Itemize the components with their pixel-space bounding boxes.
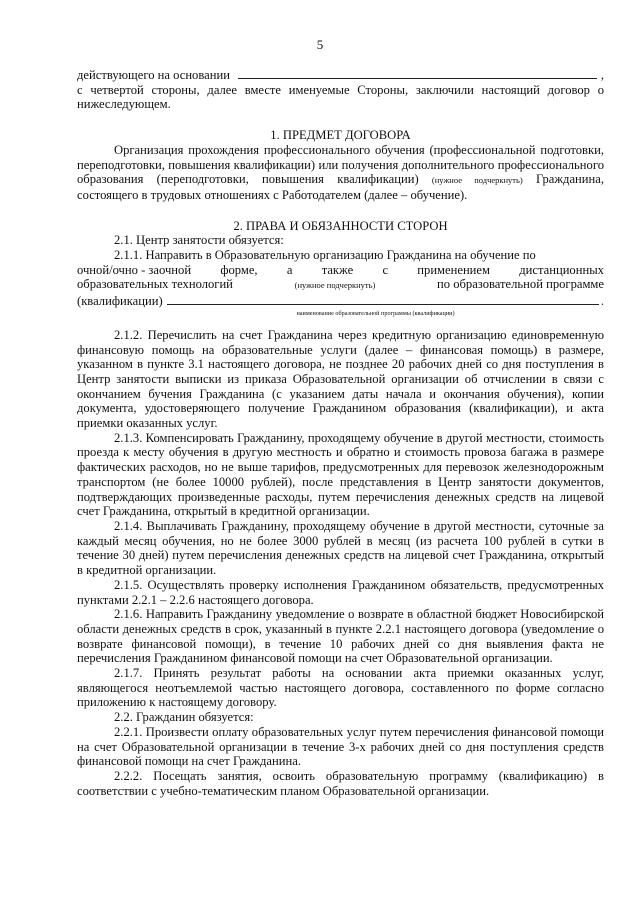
- clause-2-1-5: 2.1.5. Осуществлять проверку исполнения Гражданином обязательств, предусмотренных пунктами 2.2.1 – 2.2.6 настоящего договора.: [77, 577, 604, 607]
- clause-2-1-4: 2.1.4. Выплачивать Гражданину, проходящему обучение в другой местности, суточные за каждый месяц обучения, но не более 3000 рублей в месяц (из расчета 100 рублей в сутки в течение 30 дней) путем перечисления денежных средств на лицевой счет Гражданина, открытый в кредитной организации.: [77, 518, 604, 578]
- clause-2-1-7: 2.1.7. Принять результат работы на основании акта приемки оказанных услуг, являющегося неотъемлемой частью настоящего договора, составленного по форме согласно приложению к настоящему договору.: [77, 666, 604, 710]
- clause-2-1-1-part-b: по образовательной программе: [437, 277, 604, 292]
- clause-2-1-1-line3: [77, 277, 604, 293]
- basis-end: ,: [600, 68, 604, 82]
- section-1-paragraph: [77, 143, 604, 203]
- basis-line: [77, 67, 604, 83]
- section-1-title: 1. ПРЕДМЕТ ДОГОВОРА: [270, 128, 411, 143]
- section-2-title: 2. ПРАВА И ОБЯЗАННОСТИ СТОРОН: [233, 218, 448, 233]
- clause-2-1-3: 2.1.3. Компенсировать Гражданину, проходящему обучение в другой местности, стоимость проезда к месту обучения в другую местность и обратно и стоимость провоза багажа в размере фактических расходов, но не выше тарифов, предусмотренных для перевозок железнодорожным транспортом (не более 10000 рублей), после представления в Центр занятости документов, подтверждающих произведенные расходы, путем перечисления денежных средств на лицевой счет Гражданина, открытый в кредитной организации.: [77, 430, 604, 519]
- clause-2-1: 2.1. Центр занятости обязуется:: [114, 233, 284, 248]
- parties-paragraph: с четвертой стороны, далее вместе именуемые Стороны, заключили настоящий договор о нижеследующем.: [77, 82, 604, 112]
- word: а: [286, 262, 293, 277]
- clause-2-2-1: 2.2.1. Произвести оплату образовательных услуг путем перечисления финансовой помощи на счет Образовательной организации в течение 3-х рабочих дней со дня поступления средств финансовой помощи на счет Гражданина.: [77, 724, 604, 769]
- clause-2-2-2: 2.2.2. Посещать занятия, освоить образовательную программу (квалификацию) в соответствии с учебно-тематическим планом Образовательной организации.: [77, 768, 604, 798]
- word: с: [382, 262, 389, 277]
- note-underline: (нужное подчеркнуть): [431, 175, 523, 186]
- section-1-text-rest: Гражданина, состоящего в трудовых отношениях с Работодателем (далее – обучение).: [77, 172, 605, 202]
- basis-blank: [238, 67, 597, 79]
- basis-label: действующего на основании: [77, 68, 230, 82]
- program-line: [77, 293, 604, 309]
- document-body: [77, 67, 604, 798]
- word: дистанционных: [519, 262, 604, 277]
- clause-2-1-1-line1: 2.1.1. Направить в Образовательную организацию Гражданина на обучение по: [114, 248, 536, 263]
- clause-2-1-2: 2.1.2. Перечислить на счет Гражданина через кредитную организацию единовременную финансовую помощь на образовательные услуги (далее – финансовая помощь) в размере, указанном в пункте 3.1 настоящего договора, не позднее 20 рабочих дней со дня поступления в Центр занятости выписки из приказа Образовательной организации об отчислении в связи с окончанием бучения Гражданина (с указанием даты начала и окончания обучения), копии документа, удостоверяющего получение Гражданином образования (квалификации), и акта приемки оказанных услуг.: [77, 327, 604, 431]
- word: очной/очно - заочной: [77, 262, 192, 277]
- clause-2-1-6: 2.1.6. Направить Гражданину уведомление о возврате в областной бюджет Новосибирской области денежных средств в срок, указанный в пункте 2.2.1 настоящего договора (уведомление о возврате финансовой помощи), в течение 10 рабочих дней со дня выявления факта не перечисления Гражданином финансовой помощи на счет Образовательной организации.: [77, 607, 604, 666]
- word: применением: [417, 262, 490, 277]
- word: форме,: [220, 262, 258, 277]
- program-end: .: [600, 294, 604, 309]
- section-1-text: Организация прохождения профессионального обучения (профессиональной подготовки, переподготовки, повышения квалификации) или получения дополнительного профессионального образования (переподготовки, повышения квалификации): [77, 142, 604, 187]
- note-underline-2: (нужное подчеркнуть): [294, 280, 376, 291]
- page-number: 5: [316, 37, 324, 52]
- word: также: [321, 262, 354, 277]
- program-label: (квалификации): [77, 294, 163, 309]
- clause-2-2: 2.2. Гражданин обязуется:: [114, 710, 254, 725]
- program-blank: [167, 293, 599, 305]
- clause-2-1-1-part-a: образовательных технологий: [77, 277, 233, 292]
- program-caption: наименование образовательной программы (квалификации): [296, 309, 455, 317]
- clause-2-1-1-line2: [77, 263, 604, 278]
